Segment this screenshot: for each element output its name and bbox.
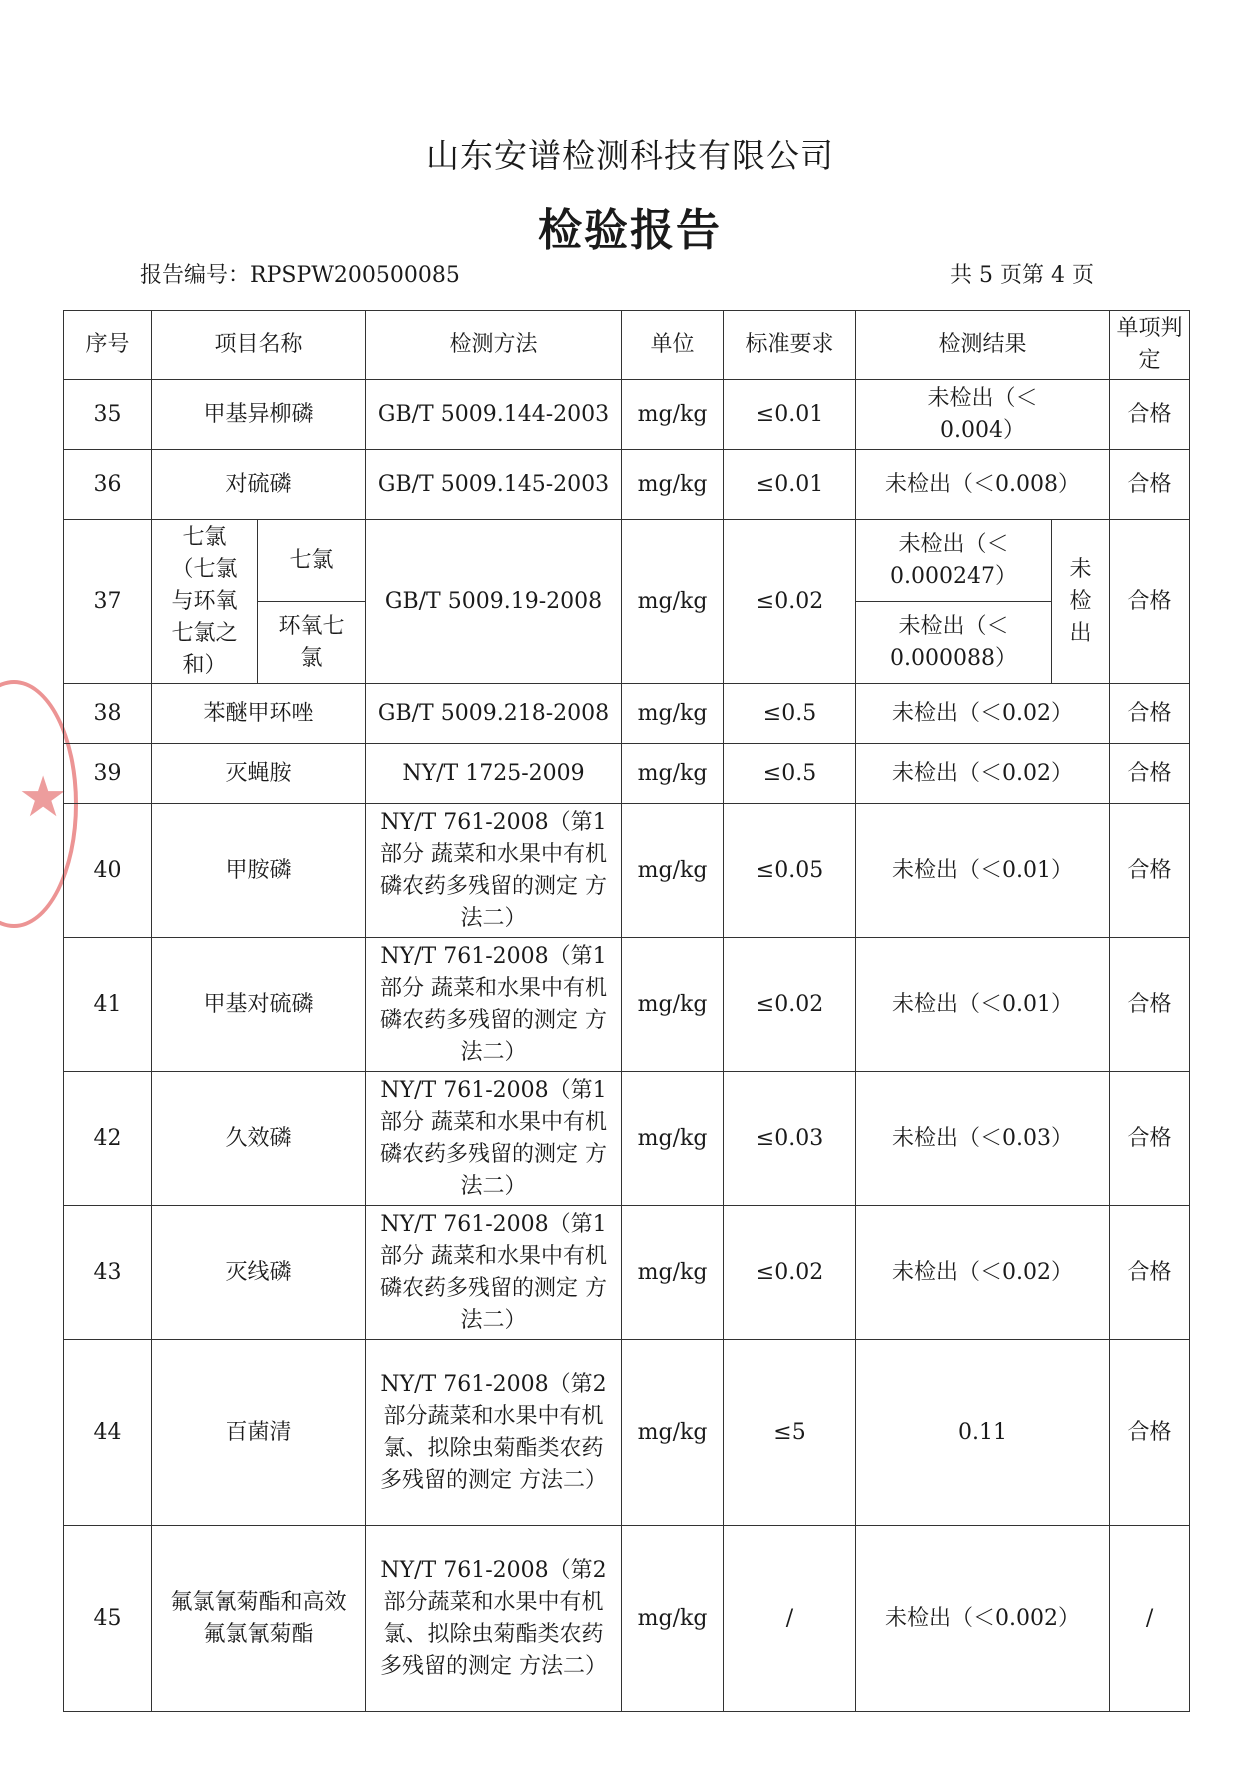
- table-row: [64, 1072, 1190, 1206]
- row-unit: mg/kg: [622, 938, 724, 1072]
- page-info: 共 5 页第 4 页: [950, 263, 1094, 288]
- row-name: 久效磷: [152, 1072, 366, 1206]
- row-unit: mg/kg: [622, 804, 724, 938]
- star-icon: ★: [18, 765, 69, 830]
- row-no: 36: [64, 450, 152, 520]
- row-no: 38: [64, 684, 152, 744]
- report-number: 报告编号：RPSPW200500085: [140, 263, 460, 288]
- row-unit: mg/kg: [622, 1206, 724, 1340]
- row-judge: 合格: [1110, 380, 1190, 450]
- row-name: 甲胺磷: [152, 804, 366, 938]
- row-judge: 合格: [1110, 1340, 1190, 1526]
- row-method: NY/T 761-2008（第1部分 蔬菜和水果中有机磷农药多残留的测定 方法二）: [366, 938, 622, 1072]
- row-subresult: 未检出（＜0.000247）: [856, 520, 1052, 602]
- row-name: 灭蝇胺: [152, 744, 366, 804]
- row-no: 35: [64, 380, 152, 450]
- table-row: [64, 684, 1190, 744]
- row-unit: mg/kg: [622, 520, 724, 684]
- table-row: [64, 450, 1190, 520]
- row-req: ≤0.03: [724, 1072, 856, 1206]
- row-subresult: 未检出（＜0.000088）: [856, 602, 1052, 684]
- row-no: 42: [64, 1072, 152, 1206]
- row-name: 苯醚甲环唑: [152, 684, 366, 744]
- row-method: GB/T 5009.19-2008: [366, 520, 622, 684]
- row-no: 39: [64, 744, 152, 804]
- row-result: 未检出（＜0.02）: [856, 684, 1110, 744]
- row-req: ≤0.05: [724, 804, 856, 938]
- row-name: 百菌清: [152, 1340, 366, 1526]
- row-result: 未检出（＜0.03）: [856, 1072, 1110, 1206]
- row-judge: 合格: [1110, 744, 1190, 804]
- row-result: 未检出（＜0.01）: [856, 804, 1110, 938]
- row-unit: mg/kg: [622, 450, 724, 520]
- row-no: 40: [64, 804, 152, 938]
- table-row: [64, 804, 1190, 938]
- row-name: 灭线磷: [152, 1206, 366, 1340]
- row-no: 43: [64, 1206, 152, 1340]
- row-judge: 合格: [1110, 1072, 1190, 1206]
- row-method: NY/T 761-2008（第2部分蔬菜和水果中有机氯、拟除虫菊酯类农药多残留的测定 方法二）: [366, 1340, 622, 1526]
- row-judge: 合格: [1110, 1206, 1190, 1340]
- row-judge: 合格: [1110, 804, 1190, 938]
- row-method: NY/T 761-2008（第1部分 蔬菜和水果中有机磷农药多残留的测定 方法二）: [366, 1072, 622, 1206]
- row-req: ≤0.02: [724, 520, 856, 684]
- table-row: [64, 1206, 1190, 1340]
- table-row: [64, 744, 1190, 804]
- col-no: 序号: [64, 311, 152, 380]
- row-method: NY/T 761-2008（第1部分 蔬菜和水果中有机磷农药多残留的测定 方法二）: [366, 1206, 622, 1340]
- table-row: [64, 380, 1190, 450]
- row-unit: mg/kg: [622, 1340, 724, 1526]
- row-name: 氟氯氰菊酯和高效氟氯氰菊酯: [152, 1526, 366, 1712]
- row-no: 45: [64, 1526, 152, 1712]
- row-unit: mg/kg: [622, 684, 724, 744]
- row-name: 甲基异柳磷: [152, 380, 366, 450]
- row-result: 未检出（＜0.004）: [856, 380, 1110, 450]
- row-result-total: 未检出: [1052, 520, 1110, 684]
- row-subname: 环氧七氯: [258, 602, 366, 684]
- row-judge: /: [1110, 1526, 1190, 1712]
- row-judge: 合格: [1110, 684, 1190, 744]
- row-result: 未检出（＜0.01）: [856, 938, 1110, 1072]
- row-method: GB/T 5009.145-2003: [366, 450, 622, 520]
- table-row: [64, 1526, 1190, 1712]
- table-row: [64, 520, 1190, 602]
- row-result: 未检出（＜0.02）: [856, 744, 1110, 804]
- row-name: 对硫磷: [152, 450, 366, 520]
- col-unit: 单位: [622, 311, 724, 380]
- report-title: 检验报告: [538, 205, 722, 256]
- row-method: GB/T 5009.144-2003: [366, 380, 622, 450]
- col-req: 标准要求: [724, 311, 856, 380]
- col-method: 检测方法: [366, 311, 622, 380]
- row-req: ≤0.02: [724, 1206, 856, 1340]
- row-req: ≤0.01: [724, 450, 856, 520]
- row-result: 未检出（＜0.02）: [856, 1206, 1110, 1340]
- row-unit: mg/kg: [622, 744, 724, 804]
- row-unit: mg/kg: [622, 1072, 724, 1206]
- row-result: 未检出（＜0.008）: [856, 450, 1110, 520]
- row-no: 37: [64, 520, 152, 684]
- header-row: [64, 311, 1190, 380]
- row-req: ≤0.02: [724, 938, 856, 1072]
- row-subname: 七氯: [258, 520, 366, 602]
- table-row: [64, 1340, 1190, 1526]
- row-judge: 合格: [1110, 938, 1190, 1072]
- row-judge: 合格: [1110, 520, 1190, 684]
- row-method: NY/T 761-2008（第2部分蔬菜和水果中有机氯、拟除虫菊酯类农药多残留的测定 方法二）: [366, 1526, 622, 1712]
- row-result: 0.11: [856, 1340, 1110, 1526]
- row-result: 未检出（＜0.002）: [856, 1526, 1110, 1712]
- row-req: ≤5: [724, 1340, 856, 1526]
- row-unit: mg/kg: [622, 1526, 724, 1712]
- col-name: 项目名称: [152, 311, 366, 380]
- row-req: ≤0.5: [724, 684, 856, 744]
- row-method: NY/T 1725-2009: [366, 744, 622, 804]
- table-row: [64, 938, 1190, 1072]
- row-method: GB/T 5009.218-2008: [366, 684, 622, 744]
- row-name: 七氯（七氯与环氧七氯之和）: [152, 520, 258, 684]
- company-name: 山东安谱检测科技有限公司: [426, 136, 834, 175]
- col-judge: 单项判定: [1110, 311, 1190, 380]
- results-table: [63, 310, 1190, 1712]
- row-name: 甲基对硫磷: [152, 938, 366, 1072]
- row-unit: mg/kg: [622, 380, 724, 450]
- col-result: 检测结果: [856, 311, 1110, 380]
- row-no: 41: [64, 938, 152, 1072]
- row-judge: 合格: [1110, 450, 1190, 520]
- row-req: ≤0.01: [724, 380, 856, 450]
- row-method: NY/T 761-2008（第1部分 蔬菜和水果中有机磷农药多残留的测定 方法二）: [366, 804, 622, 938]
- row-no: 44: [64, 1340, 152, 1526]
- row-req: ≤0.5: [724, 744, 856, 804]
- row-req: /: [724, 1526, 856, 1712]
